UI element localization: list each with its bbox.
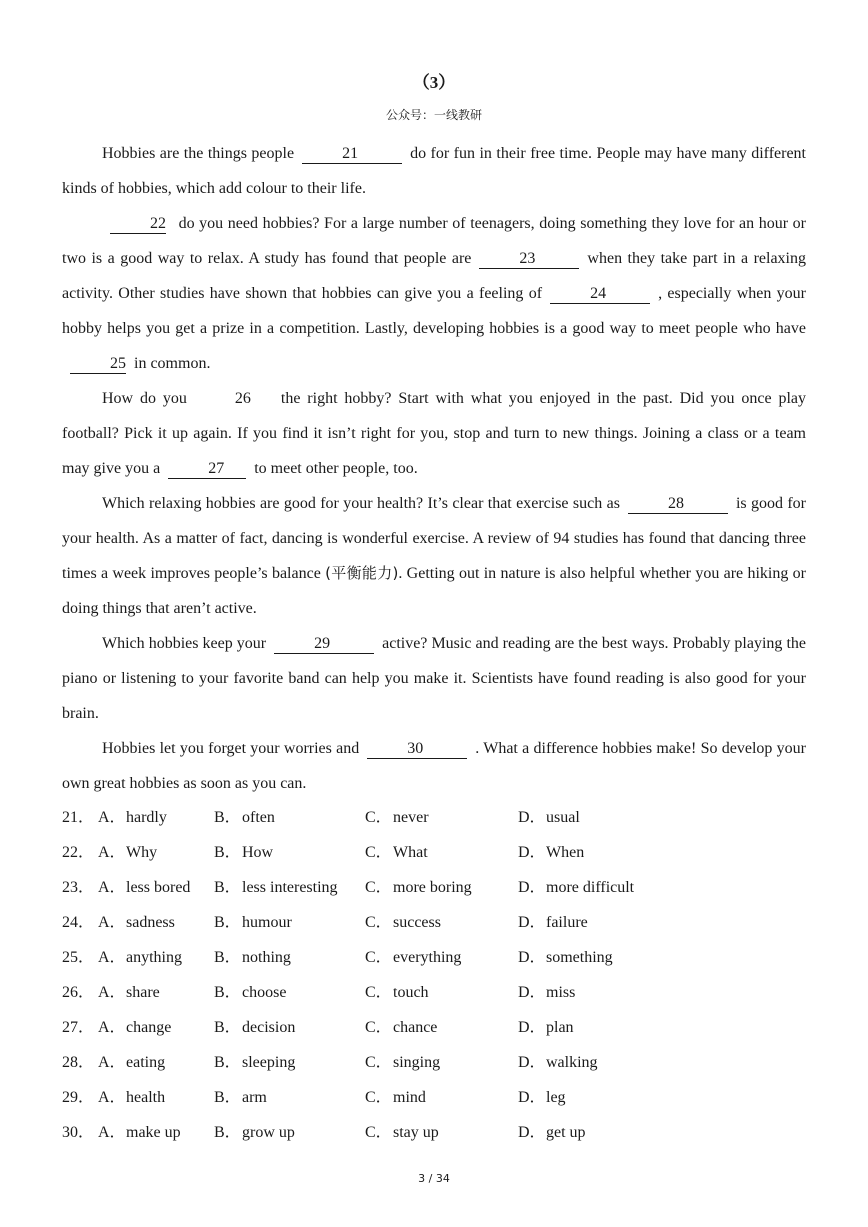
paragraph-3: How do you 26 the right hobby? Start with what you enjoyed in the past. Did you once play football? Pick it up again. If you find it isn’t right for you, stop and turn to new things. Joining a class or a team may give you a 27 to meet other people, too.: [62, 390, 807, 477]
question-number: 28．: [62, 1054, 95, 1071]
chinese-annotation: (平衡能力): [325, 564, 399, 582]
blank-30: 30: [367, 740, 467, 759]
option-b[interactable]: B．nothing: [214, 949, 291, 966]
option-c[interactable]: C．everything: [365, 949, 462, 966]
option-c[interactable]: C．singing: [365, 1054, 441, 1071]
question-number: 24．: [62, 914, 95, 931]
option-d[interactable]: D．miss: [518, 984, 576, 1001]
option-c[interactable]: C．touch: [365, 984, 429, 1001]
option-b[interactable]: B．grow up: [214, 1124, 295, 1141]
paragraph-5: Which hobbies keep your 29 active? Music and reading are the best ways. Probably playing the piano or listening to your favorite band can help you make it. Scientists have found reading is also good for your brain.: [62, 635, 807, 722]
option-a[interactable]: A．hardly: [98, 809, 167, 826]
option-d[interactable]: D．more difficult: [518, 879, 635, 896]
subtitle-watermark: 公众号：一线教研: [385, 108, 482, 122]
question-24: [62, 905, 822, 940]
question-25: [62, 940, 822, 975]
option-c[interactable]: C．success: [365, 914, 441, 931]
option-a[interactable]: A．Why: [98, 844, 158, 861]
option-d[interactable]: D．something: [518, 949, 613, 966]
option-c[interactable]: C．chance: [365, 1019, 438, 1036]
question-29: [62, 1080, 822, 1115]
blank-27: 27: [168, 460, 246, 479]
paragraph-6: Hobbies let you forget your worries and 30 . What a difference hobbies make! So develop your own great hobbies as soon as you can.: [62, 740, 806, 792]
question-27: [62, 1010, 822, 1045]
section-title: （3）: [412, 73, 456, 92]
question-number: 26．: [62, 984, 95, 1001]
option-c[interactable]: C．stay up: [365, 1124, 439, 1141]
paragraph-1: Hobbies are the things people 21 do for fun in their free time. People may have many different kinds of hobbies, which add colour to their life.: [62, 145, 806, 197]
cloze-passage: [62, 136, 806, 801]
blank-28: 28: [628, 495, 728, 514]
option-c[interactable]: C．What: [365, 844, 428, 861]
page-number: 3 / 34: [418, 1172, 450, 1185]
paragraph-4: Which relaxing hobbies are good for your health? It’s clear that exercise such as 28 is good for your health. As a matter of fact, dancing is wonderful exercise. A review of 94 studies has found that dancing three times a week improves people’s balance (平衡能力). Getting out in nature is also helpful whether you are hiking or doing things that aren’t active.: [62, 495, 807, 617]
question-23: [62, 870, 822, 905]
option-c[interactable]: C．mind: [365, 1089, 426, 1106]
blank-29: 29: [274, 635, 374, 654]
question-number: 21．: [62, 809, 95, 826]
question-number: 25．: [62, 949, 95, 966]
option-d[interactable]: D．When: [518, 844, 585, 861]
option-d[interactable]: D．walking: [518, 1054, 598, 1071]
option-b[interactable]: B．How: [214, 844, 274, 861]
option-a[interactable]: A．eating: [98, 1054, 166, 1071]
option-b[interactable]: B．choose: [214, 984, 287, 1001]
blank-25: 25: [70, 355, 126, 374]
question-30: [62, 1115, 822, 1150]
option-d[interactable]: D．failure: [518, 914, 588, 931]
question-21: [62, 800, 822, 835]
option-a[interactable]: A．health: [98, 1089, 166, 1106]
option-b[interactable]: B．often: [214, 809, 275, 826]
blank-21: 21: [302, 145, 402, 164]
option-d[interactable]: D．get up: [518, 1124, 586, 1141]
answer-options: [62, 800, 822, 1150]
question-number: 29．: [62, 1089, 95, 1106]
option-d[interactable]: D．leg: [518, 1089, 566, 1106]
option-a[interactable]: A．anything: [98, 949, 182, 966]
question-number: 22．: [62, 844, 95, 861]
option-c[interactable]: C．more boring: [365, 879, 472, 896]
question-number: 23．: [62, 879, 95, 896]
question-26: [62, 975, 822, 1010]
option-a[interactable]: A．share: [98, 984, 160, 1001]
option-d[interactable]: D．plan: [518, 1019, 574, 1036]
option-b[interactable]: B．sleeping: [214, 1054, 296, 1071]
question-number: 30．: [62, 1124, 95, 1141]
blank-24: 24: [550, 285, 650, 304]
question-28: [62, 1045, 822, 1080]
option-a[interactable]: A．change: [98, 1019, 172, 1036]
question-22: [62, 835, 822, 870]
option-b[interactable]: B．decision: [214, 1019, 296, 1036]
option-b[interactable]: B．less interesting: [214, 879, 338, 896]
blank-26: 26: [234, 390, 251, 407]
option-a[interactable]: A．sadness: [98, 914, 175, 931]
option-b[interactable]: B．humour: [214, 914, 292, 931]
blank-22: 22: [110, 215, 166, 234]
blank-23: 23: [479, 250, 579, 269]
option-c[interactable]: C．never: [365, 809, 429, 826]
question-number: 27．: [62, 1019, 95, 1036]
option-a[interactable]: A．less bored: [98, 879, 191, 896]
option-d[interactable]: D．usual: [518, 809, 580, 826]
paragraph-2: 22 do you need hobbies? For a large number of teenagers, doing something they love for an hour or two is a good way to relax. A study has found that people are 23 when they take part in a relaxing activity. Other studies have shown that hobbies can give you a feeling of 24 , especially when your hobby helps you get a prize in a competition. Lastly, developing hobbies is a good way to meet people who have25 in common.: [62, 215, 807, 372]
option-b[interactable]: B．arm: [214, 1089, 267, 1106]
option-a[interactable]: A．make up: [98, 1124, 181, 1141]
